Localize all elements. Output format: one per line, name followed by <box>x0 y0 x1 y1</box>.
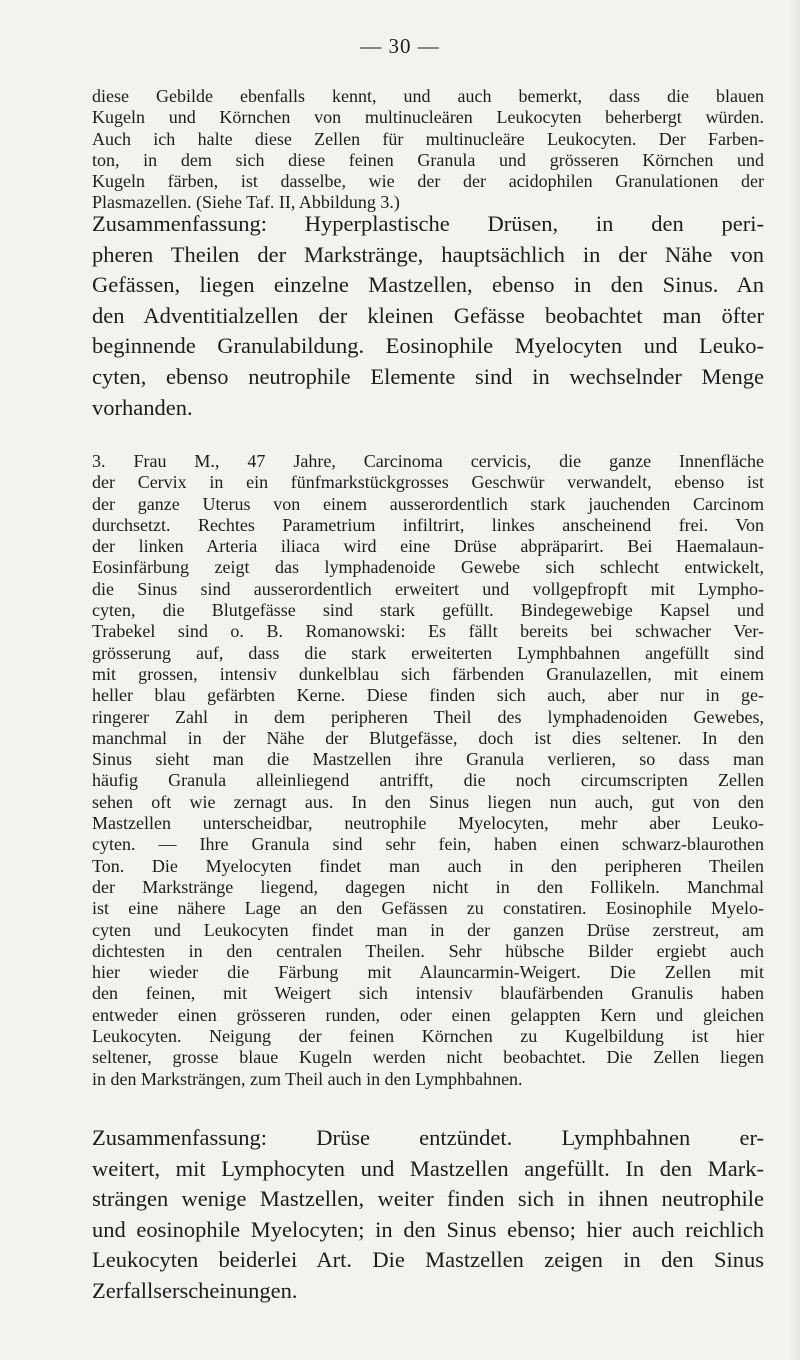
text-line: die Sinus sind ausserordentlich erweitert und vollgepfropft mit Lympho- <box>92 578 764 599</box>
text-line: Leukocyten. Neigung der feinen Körnchen zu Kugelbildung ist hier <box>92 1026 764 1047</box>
text-line: den feinen, mit Weigert sich intensiv blaufärbenden Granulis haben <box>92 983 764 1004</box>
text-line: entweder einen grösseren runden, oder einen gelappten Kern und gleichen <box>92 1004 764 1025</box>
text-line: durchsetzt. Rechtes Parametrium infiltrirt, linkes anscheinend frei. Von <box>92 514 764 535</box>
text-line: und eosinophile Myelocyten; in den Sinus ebenso; hier auch reichlich <box>92 1216 764 1242</box>
text-line: cyten, die Blutgefässe sind stark gefüllt. Bindegewebige Kapsel und <box>92 600 764 621</box>
text-line: ringerer Zahl in dem peripheren Theil des lymphadenoiden Gewebes, <box>92 706 764 727</box>
text-line: beginnende Granulabildung. Eosinophile Myelocyten und Leuko- <box>92 333 764 359</box>
text-line: Kugeln färben, ist dasselbe, wie der der acidophilen Granulationen der <box>92 171 764 192</box>
text-line: Eosinfärbung zeigt das lymphadenoide Gewebe sich schlecht entwickelt, <box>92 557 764 578</box>
text-line: vorhanden. <box>92 394 193 420</box>
text-line: Zusammenfassung: Drüse entzündet. Lymphbahnen er- <box>92 1125 764 1150</box>
text-line: in den Marksträngen, zum Theil auch in den Lymphbahnen. <box>92 1068 523 1089</box>
text-line: mit grossen, intensiv dunkelblau sich färbenden Granulazellen, mit einem <box>92 663 764 684</box>
text-line: grösserung auf, dass die stark erweiterten Lymphbahnen angefüllt sind <box>92 642 764 663</box>
paragraph-summary-2 <box>92 1123 764 1307</box>
text-line: Leukocyten beiderlei Art. Die Mastzellen zeigen in den Sinus <box>92 1247 764 1273</box>
text-line: cyten. — Ihre Granula sind sehr fein, haben einen schwarz-blaurothen <box>92 834 764 855</box>
text-line: Trabekel sind o. B. Romanowski: Es fällt bereits bei schwacher Ver- <box>92 621 764 642</box>
text-line: der linken Arteria iliaca wird eine Drüse abpräparirt. Bei Haemalaun- <box>92 536 764 557</box>
text-line: der Cervix in ein fünfmarkstückgrosses Geschwür verwandelt, ebenso ist <box>92 472 764 493</box>
text-line: sehen oft wie zernagt aus. In den Sinus liegen nun auch, gut von den <box>92 791 764 812</box>
text-line: manchmal in der Nähe der Blutgefässe, doch ist dies seltener. In den <box>92 727 764 748</box>
text-line: heller blau gefärbten Kerne. Diese finden sich auch, aber nur in ge- <box>92 685 764 706</box>
text-line: der ganze Uterus von einem ausserordentlich stark jauchenden Carcinom <box>92 493 764 514</box>
paragraph-summary-1 <box>92 209 764 423</box>
text-line: ist eine nähere Lage an den Gefässen zu constatiren. Eosinophile Myelo- <box>92 898 764 919</box>
text-line: weitert, mit Lymphocyten und Mastzellen angefüllt. In den Mark- <box>92 1155 764 1181</box>
text-line: ton, in dem sich diese feinen Granula und grösseren Körnchen und <box>92 149 764 170</box>
text-line: Kugeln und Körnchen von multinucleären Leukocyten beherbergt würden. <box>92 107 764 128</box>
text-line: 3. Frau M., 47 Jahre, Carcinoma cervicis, die ganze Innenfläche <box>92 451 764 471</box>
text-line: pheren Theilen der Markstränge, hauptsächlich in der Nähe von <box>92 241 764 267</box>
text-line: Zusammenfassung: Hyperplastische Drüsen, in den peri- <box>92 211 764 236</box>
text-line: cyten, ebenso neutrophile Elemente sind in wechselnder Menge <box>92 363 764 389</box>
paragraph-case-3 <box>92 451 764 1090</box>
text-line: den Adventitialzellen der kleinen Gefässe beobachtet man öfter <box>92 302 764 328</box>
paragraph-continuation <box>92 86 764 214</box>
text-line: häufig Granula alleinliegend antrifft, die noch circumscripten Zellen <box>92 770 764 791</box>
text-line: hier wieder die Färbung mit Alauncarmin-Weigert. Die Zellen mit <box>92 962 764 983</box>
text-line: seltener, grosse blaue Kugeln werden nicht beobachtet. Die Zellen liegen <box>92 1047 764 1068</box>
text-line: dichtesten in den centralen Theilen. Sehr hübsche Bilder ergiebt auch <box>92 940 764 961</box>
text-line: Mastzellen unterscheidbar, neutrophile Myelocyten, mehr aber Leuko- <box>92 813 764 834</box>
text-line: cyten und Leukocyten findet man in der ganzen Drüse zerstreut, am <box>92 919 764 940</box>
text-line: Plasmazellen. (Siehe Taf. II, Abbildung 3.) <box>92 192 400 213</box>
text-line: diese Gebilde ebenfalls kennt, und auch bemerkt, dass die blauen <box>92 86 764 106</box>
text-line: der Markstränge liegend, dagegen nicht in den Follikeln. Manchmal <box>92 876 764 897</box>
page-number: — 30 — <box>360 34 440 58</box>
text-line: Auch ich halte diese Zellen für multinucleäre Leukocyten. Der Farben- <box>92 128 764 149</box>
text-line: Zerfallserscheinungen. <box>92 1277 298 1303</box>
text-line: Sinus sieht man die Mastzellen ihre Granula verlieren, so dass man <box>92 749 764 770</box>
scan-edge-shadow <box>790 0 800 1360</box>
text-line: Gefässen, liegen einzelne Mastzellen, ebenso in den Sinus. An <box>92 272 764 298</box>
text-line: Ton. Die Myelocyten findet man auch in den peripheren Theilen <box>92 855 764 876</box>
text-line: strängen wenige Mastzellen, weiter finden sich in ihnen neutrophile <box>92 1186 764 1212</box>
